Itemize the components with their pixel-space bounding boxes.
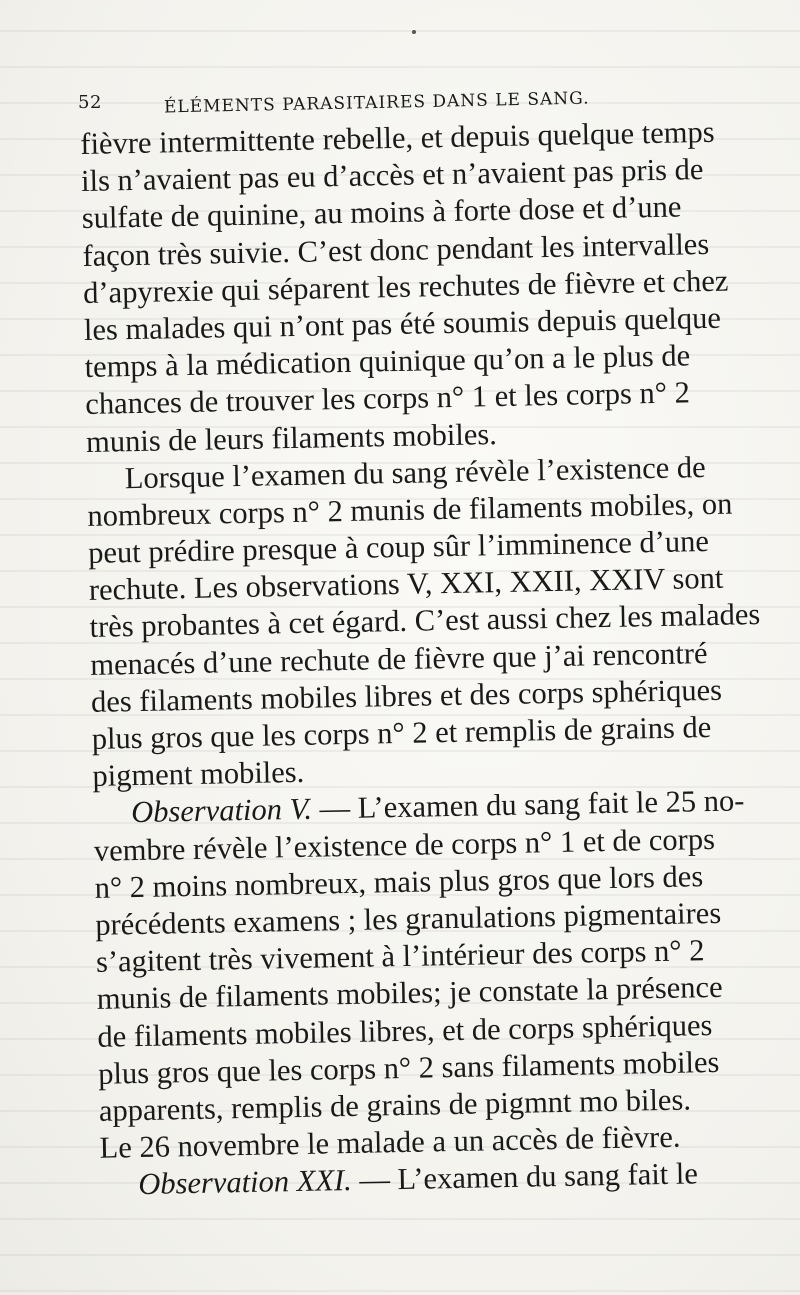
body-text — [80, 113, 773, 1204]
text-line: d’apyrexie qui séparent les rechutes de fièvre et chez — [82, 263, 729, 310]
page-number: 52 — [78, 92, 102, 113]
observation-v-line: Observation V. — L’examen du sang fait le 25 no- — [130, 783, 745, 830]
text-line: chances de trouver les corps n° 1 et les corps n° 2 — [85, 375, 691, 422]
text-line: sulfate de quinine, au moins à forte dose et d’une — [81, 189, 682, 236]
text-line: Le 26 novembre le malade a un accès de fièvre. — [99, 1119, 681, 1165]
text-line: de filaments mobiles libres, et de corps sphériques — [97, 1007, 713, 1054]
paragraph-start-line: Lorsque l’examen du sang révèle l’existence de — [124, 449, 706, 495]
text-line: nombreux corps n° 2 munis de filaments mobiles, on — [87, 486, 733, 533]
text-line: rechute. Les observations V, XXI, XXII, XXIV sont — [88, 560, 724, 608]
text-line: très probantes à cet égard. C’est aussi chez les malades — [89, 597, 761, 645]
text-line: plus gros que les corps n° 2 sans filaments mobiles — [97, 1044, 720, 1091]
text-line: peut prédire presque à coup sûr l’imminence d’une — [87, 524, 710, 570]
text-line: apparents, remplis de grains de pigmnt mo biles. — [98, 1082, 692, 1128]
text-line: s’agitent très vivement à l’intérieur des corps n° 2 — [95, 933, 705, 979]
text-line: pigment mobiles. — [92, 755, 305, 794]
text-line: munis de filaments mobiles; je constate la présence — [96, 970, 723, 1017]
text-line: les malades qui n’ont pas été soumis depuis quelque — [83, 300, 722, 347]
text-line: menacés d’une rechute de fièvre que j’ai rencontré — [90, 635, 708, 682]
text-line: ils n’avaient pas eu d’accès et n’avaient pas pris de — [80, 152, 704, 199]
text-line: n° 2 moins nombreux, mais plus gros que lors des — [94, 858, 704, 905]
text-line: des filaments mobiles libres et des corps sphériques — [90, 672, 723, 719]
text-line: fièvre intermittente rebelle, et depuis quelque temps — [80, 114, 715, 161]
text-line: plus gros que les corps n° 2 et remplis de grains de — [91, 709, 712, 756]
observation-xxi-line: Observation XXI. — L’examen du sang fait le — [138, 1156, 699, 1202]
text-line: façon très suivie. C’est donc pendant les intervalles — [82, 226, 710, 273]
text-line: munis de leurs filaments mobiles. — [85, 416, 498, 459]
running-head — [78, 88, 591, 118]
text-line: temps à la médication quinique qu’on a le plus de — [84, 338, 691, 385]
running-title: ÉLÉMENTS PARASITAIRES DANS LE SANG. — [164, 88, 591, 118]
text-line: vembre révèle l’existence de corps n° 1 et de corps — [93, 821, 716, 868]
ink-speck — [412, 30, 416, 34]
text-line: précédents examens ; les granulations pigmentaires — [95, 895, 722, 942]
